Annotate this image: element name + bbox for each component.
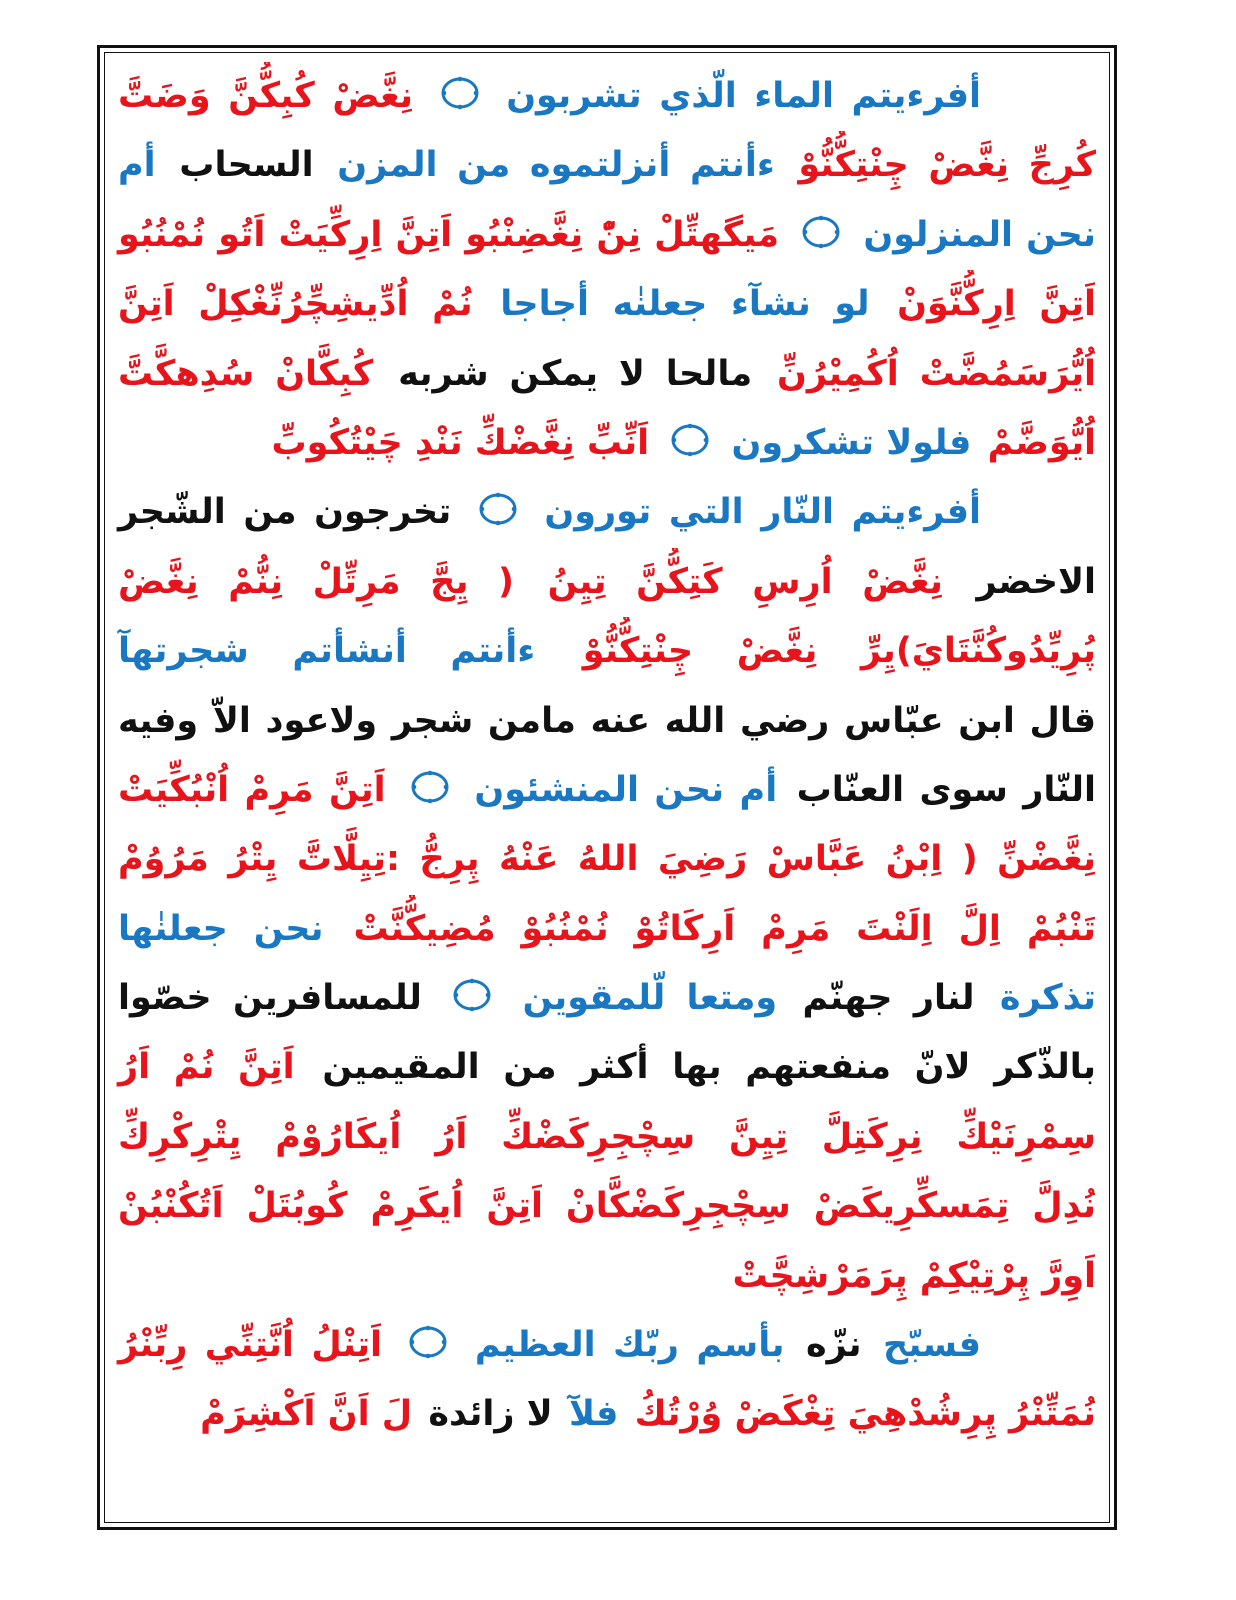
translation-text: اَتِنْلُ اُنَّتِنِّي رِبِّنْرُ bbox=[118, 1325, 383, 1366]
translation-text: نِغَّضْ كُبِكُّنَّ وَضَتَّ bbox=[118, 76, 413, 116]
translation-text: كُرِجِّ نِغَّضْ چِنْتِكُّنُّوْ bbox=[798, 145, 1097, 186]
commentary-text: النّار سوى العنّاب bbox=[796, 769, 1096, 810]
document-page bbox=[116, 62, 1098, 1512]
ayah-end-circle-icon bbox=[407, 1325, 449, 1359]
quran-text: فسبّح bbox=[882, 1325, 982, 1366]
text-line bbox=[116, 62, 1098, 131]
quran-text: ءأنتم أنزلتموه من المزن bbox=[337, 145, 775, 186]
text-line bbox=[116, 617, 1098, 686]
quran-text: ومتعا لّلمقوين bbox=[522, 978, 778, 1019]
text-line bbox=[116, 409, 1098, 478]
text-line bbox=[116, 1033, 1098, 1102]
quran-text: نحن جعلنٰها bbox=[118, 908, 324, 949]
text-line bbox=[116, 895, 1098, 964]
text-line bbox=[116, 478, 1098, 547]
ayah-end-circle-icon bbox=[439, 76, 481, 110]
quran-text: تذكرة bbox=[999, 978, 1097, 1019]
text-line bbox=[116, 1172, 1098, 1241]
translation-text: لَ اَنَّ اَكْشِرَمْ bbox=[200, 1394, 413, 1435]
commentary-text: السحاب bbox=[179, 145, 314, 186]
text-line bbox=[116, 270, 1098, 339]
text-line bbox=[116, 687, 1098, 756]
quran-text: أفرءيتم الماء الّذي تشربون bbox=[506, 76, 982, 116]
text-line bbox=[116, 1103, 1098, 1172]
commentary-text: تخرجون من الشّجر bbox=[118, 492, 452, 533]
translation-text: اُيُّوَضَّمْ bbox=[987, 422, 1096, 463]
text-line bbox=[116, 825, 1098, 894]
ayah-end-circle-icon bbox=[409, 770, 451, 804]
translation-text: نُمَتِّنْرُ پِرِشُدْهِيَ تِغْكَضْ وُرْتُكُ bbox=[634, 1394, 1096, 1435]
translation-text: نُدِلَّ تِمَسكِّرِيكَضْ سِچْجِرِكَضْكَّانْ اَتِنَّ اُيكَرِمْ كُوبُتَلْ اَتُكُنْبُنْ bbox=[118, 1186, 1096, 1227]
text-line bbox=[116, 1311, 1098, 1380]
text-line bbox=[116, 756, 1098, 825]
translation-text: اَوِرَّ پِرْتِيْكِمْ پِرَمَرْشِچَّتْ bbox=[732, 1255, 1096, 1296]
quran-text: نحن المنزلون bbox=[863, 214, 1097, 255]
commentary-text: للمسافرين خصّوا bbox=[118, 978, 422, 1019]
quran-text: أم نحن المنشئون bbox=[474, 769, 778, 810]
translation-text: مَيگهتِّلْ نِنّْ نِغَّضِنْبُو اَتِنَّ اِرِكِّيَتْ اَتُو نُمْنُبُو bbox=[118, 214, 780, 255]
translation-text: اَنِّبِّ نِغَّضْكِّ نَنْدِ چَيْتُكُوبِّ bbox=[271, 422, 650, 463]
translation-text: ( يِجَّ مَرِتِّلْ نِنُّمْ نِغَّضْ bbox=[118, 561, 515, 602]
translation-text: تَنْبُمْ اِلَّ اِلَنْتَ مَرِمْ اَرِكَاتُوْ نُمْنُبُوْ مُضِيكُّنَّتْ bbox=[353, 908, 1096, 949]
translation-text: كُبِكَّانْ سُدِهكَّتَّ bbox=[118, 353, 374, 394]
quran-text: لو نشآء جعلنٰه أجاجا bbox=[500, 284, 870, 325]
text-line bbox=[116, 964, 1098, 1033]
quran-text: فلولا تشكرون bbox=[731, 422, 972, 463]
text-line bbox=[116, 548, 1098, 617]
text-line bbox=[116, 340, 1098, 409]
commentary-text: لا زائدة bbox=[428, 1394, 553, 1435]
commentary-text: نزّه bbox=[805, 1325, 862, 1366]
ayah-end-circle-icon bbox=[477, 492, 519, 526]
quran-text: أم bbox=[118, 145, 156, 186]
quran-text: ءأنتم أنشأتم شجرتهآ bbox=[118, 631, 536, 672]
commentary-text: بالذّكر لانّ منفعتهم بها أكثر من المقيمين bbox=[322, 1047, 1096, 1088]
translation-text: پُرِيِّدُوكُنَّتَايَ)يِرِّ نِغَّضْ چِنْتِكُّنُّوْ bbox=[582, 631, 1096, 672]
quran-text: بأسم ربّك العظيم bbox=[474, 1325, 785, 1366]
commentary-text: الاخضر bbox=[976, 561, 1097, 602]
ayah-end-circle-icon bbox=[800, 215, 842, 249]
translation-text: اُيُّرَسَمُضَّتْ اُكُمِيْرُنِّ bbox=[777, 353, 1096, 394]
text-line bbox=[116, 1242, 1098, 1311]
translation-text: اَتِنَّ نُمْ اَرُ bbox=[118, 1047, 295, 1088]
ayah-end-circle-icon bbox=[451, 978, 493, 1012]
translation-text: نِغَّضْنِّ ( اِبْنُ عَبَّاسْ رَضِيَ اللهُ عَنْهُ پِرِجُّ :تِيِلَّاتَّ يِتْرُ مَرُوُمْ bbox=[118, 839, 1096, 880]
translation-text: اَتِنَّ مَرِمْ اُنْبُكِّيَتْ bbox=[118, 769, 386, 810]
text-line bbox=[116, 201, 1098, 270]
text-line bbox=[116, 131, 1098, 200]
commentary-text: قال ابن عبّاس رضي الله عنه مامن شجر ولاعود الاّ وفيه bbox=[118, 700, 1096, 741]
translation-text: نُمْ اُدِّيشِچِّرُنِّغْكِلْ اَتِنَّ bbox=[118, 284, 473, 325]
translation-text: سِمْرِنَيْكِّ نِرِكَتِلَّ تِيِنَّ سِچْجِرِكَضْكِّ اَرُ اُيكَارُوْمْ يِتْرِكْرِكِّ bbox=[118, 1116, 1096, 1157]
commentary-text: لنار جهنّم bbox=[802, 978, 975, 1019]
ayah-end-circle-icon bbox=[669, 423, 711, 457]
text-line bbox=[116, 1380, 1098, 1449]
translation-text: اَتِنَّ اِرِكُّنَّوَنْ bbox=[897, 284, 1096, 325]
quran-text: فلآ bbox=[568, 1394, 619, 1435]
translation-text: نِغَّضْ اُرِسِ كَتِكُّنَّ تِيِنُ bbox=[547, 561, 943, 602]
commentary-text: مالحا لا يمكن شربه bbox=[398, 353, 753, 394]
quran-text: أفرءيتم النّار التي تورون bbox=[544, 492, 981, 533]
